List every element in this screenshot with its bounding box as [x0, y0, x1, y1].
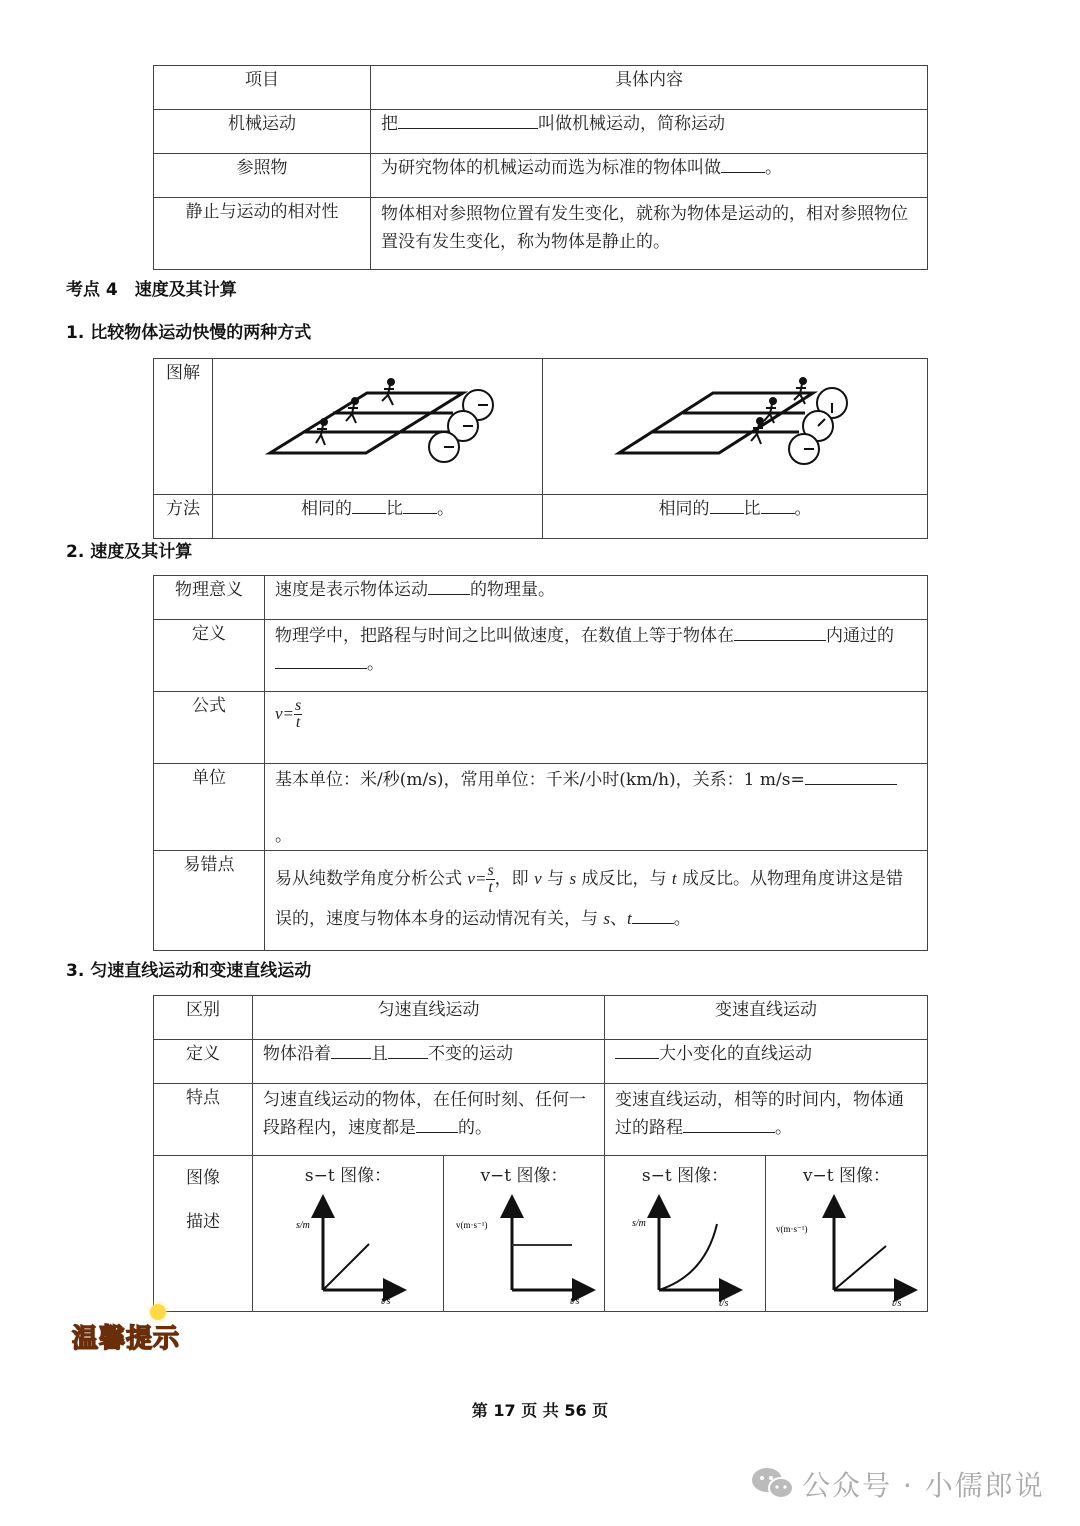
fill-blank — [388, 1040, 428, 1059]
speed-table — [153, 575, 928, 951]
header-variable: 变速直线运动 — [605, 996, 928, 1040]
row-label-definition: 定义 — [154, 1040, 253, 1084]
subsection-title-3: 3. 匀速直线运动和变速直线运动 — [66, 961, 312, 981]
st-graph-curve — [605, 1190, 765, 1309]
fill-blank — [805, 766, 897, 785]
wechat-icon — [750, 1466, 796, 1502]
svg-text:t/s: t/s — [892, 1298, 902, 1309]
fill-blank — [352, 495, 386, 514]
chart-uniform-st: s−t 图像： s/m t/s — [253, 1156, 444, 1312]
method-same-time: 相同的 比 。 — [213, 495, 543, 539]
svg-text:v(m·s⁻¹): v(m·s⁻¹) — [776, 1224, 808, 1234]
header-uniform: 匀速直线运动 — [253, 996, 605, 1040]
speed-comparison-table — [153, 358, 928, 539]
feature-uniform: 匀速直线运动的物体，在任何时刻、任何一段路程内，速度都是 的。 — [253, 1084, 605, 1156]
watermark-text: 公众号 · 小儒郎说 — [802, 1469, 1045, 1502]
header-content: 具体内容 — [371, 66, 928, 110]
definition-uniform: 物体沿着 且 不变的运动 — [253, 1040, 605, 1084]
motion-concepts-table — [153, 65, 928, 270]
row-label-illustration: 图解 — [154, 359, 213, 495]
svg-text:t/s: t/s — [570, 1296, 580, 1307]
warm-tip-label: 温馨提示 — [72, 1324, 181, 1354]
row-content-relativity: 物体相对参照物位置有发生变化，就称为物体是运动的，相对参照物位置没有发生变化，称为物体是静止的。 — [371, 198, 928, 270]
watermark — [750, 1464, 1045, 1504]
fill-blank — [428, 576, 470, 595]
svg-text:s/m: s/m — [296, 1220, 310, 1231]
row-content-unit: 基本单位：米/秒(m/s)，常用单位：千米/小时(km/h)，关系：1 m/s= 。 — [265, 764, 928, 851]
fill-blank — [761, 495, 795, 514]
row-label-feature: 特点 — [154, 1084, 253, 1156]
row-content-definition: 物理学中，把路程与时间之比叫做速度，在数值上等于物体在 内通过的。 — [265, 620, 928, 692]
subsection-title-1: 1. 比较物体运动快慢的两种方式 — [66, 323, 312, 343]
row-label-meaning: 物理意义 — [154, 576, 265, 620]
row-label-graph: 图像 描述 — [154, 1156, 253, 1312]
fill-blank — [331, 1040, 371, 1059]
svg-text:t/s: t/s — [719, 1298, 729, 1309]
row-label-definition: 定义 — [154, 620, 265, 692]
fill-blank — [275, 650, 367, 669]
fill-blank — [734, 622, 826, 641]
fill-blank — [416, 1114, 458, 1133]
feature-variable: 变速直线运动，相等的时间内，物体通过的路程 。 — [605, 1084, 928, 1156]
fill-blank — [632, 905, 674, 924]
row-content-common-mistake: 易从纯数学角度分析公式 v= $\frac{s}{t}$ ，即 v 与 s 成反比，与 t 成反比。从物理角度讲这是错误的，速度与物体本身的运动情况有关，与 s、t 。 — [265, 851, 928, 951]
row-label-method: 方法 — [154, 495, 213, 539]
method-same-distance: 相同的 比 。 — [543, 495, 928, 539]
fill-blank — [710, 495, 744, 514]
svg-text:s/m: s/m — [632, 1218, 646, 1229]
running-track-same-time-icon — [213, 359, 543, 485]
chart-variable-st: s−t 图像： s/m t/s — [605, 1156, 766, 1312]
fill-blank — [683, 1114, 775, 1133]
fill-blank — [403, 495, 437, 514]
chart-variable-vt: v−t 图像： v(m·s⁻¹) t/s — [766, 1156, 928, 1312]
fill-blank — [398, 110, 538, 129]
running-track-same-distance-icon — [543, 359, 928, 485]
vt-graph-linear — [766, 1190, 926, 1309]
illustration-same-distance — [543, 359, 928, 495]
row-content-formula: v= $\frac{s}{t}$ — [265, 692, 928, 764]
illustration-same-time — [213, 359, 543, 495]
header-difference: 区别 — [154, 996, 253, 1040]
section-title: 考点 4 速度及其计算 — [66, 280, 237, 300]
fraction: $\frac{s}{t}$ — [295, 697, 302, 731]
fill-blank — [721, 154, 765, 173]
row-label-common-mistake: 易错点 — [154, 851, 265, 951]
page-number: 第 17 页 共 56 页 — [471, 1401, 609, 1420]
row-label-formula: 公式 — [154, 692, 265, 764]
subsection-title-2: 2. 速度及其计算 — [66, 542, 193, 562]
st-graph-linear — [253, 1190, 443, 1307]
row-label-relativity: 静止与运动的相对性 — [154, 198, 371, 270]
row-label-mechanical-motion: 机械运动 — [154, 110, 371, 154]
svg-text:v(m·s⁻¹): v(m·s⁻¹) — [456, 1220, 488, 1230]
fill-blank — [615, 1040, 659, 1059]
row-content-reference: 为研究物体的机械运动而选为标准的物体叫做 。 — [371, 154, 928, 198]
motion-types-table — [153, 995, 928, 1312]
row-label-reference: 参照物 — [154, 154, 371, 198]
row-content-mechanical-motion: 把 叫做机械运动，简称运动 — [371, 110, 928, 154]
definition-variable: 大小变化的直线运动 — [605, 1040, 928, 1084]
vt-graph-constant — [444, 1190, 604, 1307]
header-item: 项目 — [154, 66, 371, 110]
row-label-unit: 单位 — [154, 764, 265, 851]
chart-uniform-vt: v−t 图像： v(m·s⁻¹) t/s — [444, 1156, 605, 1312]
svg-text:t/s: t/s — [381, 1296, 391, 1307]
row-content-meaning: 速度是表示物体运动 的物理量。 — [265, 576, 928, 620]
